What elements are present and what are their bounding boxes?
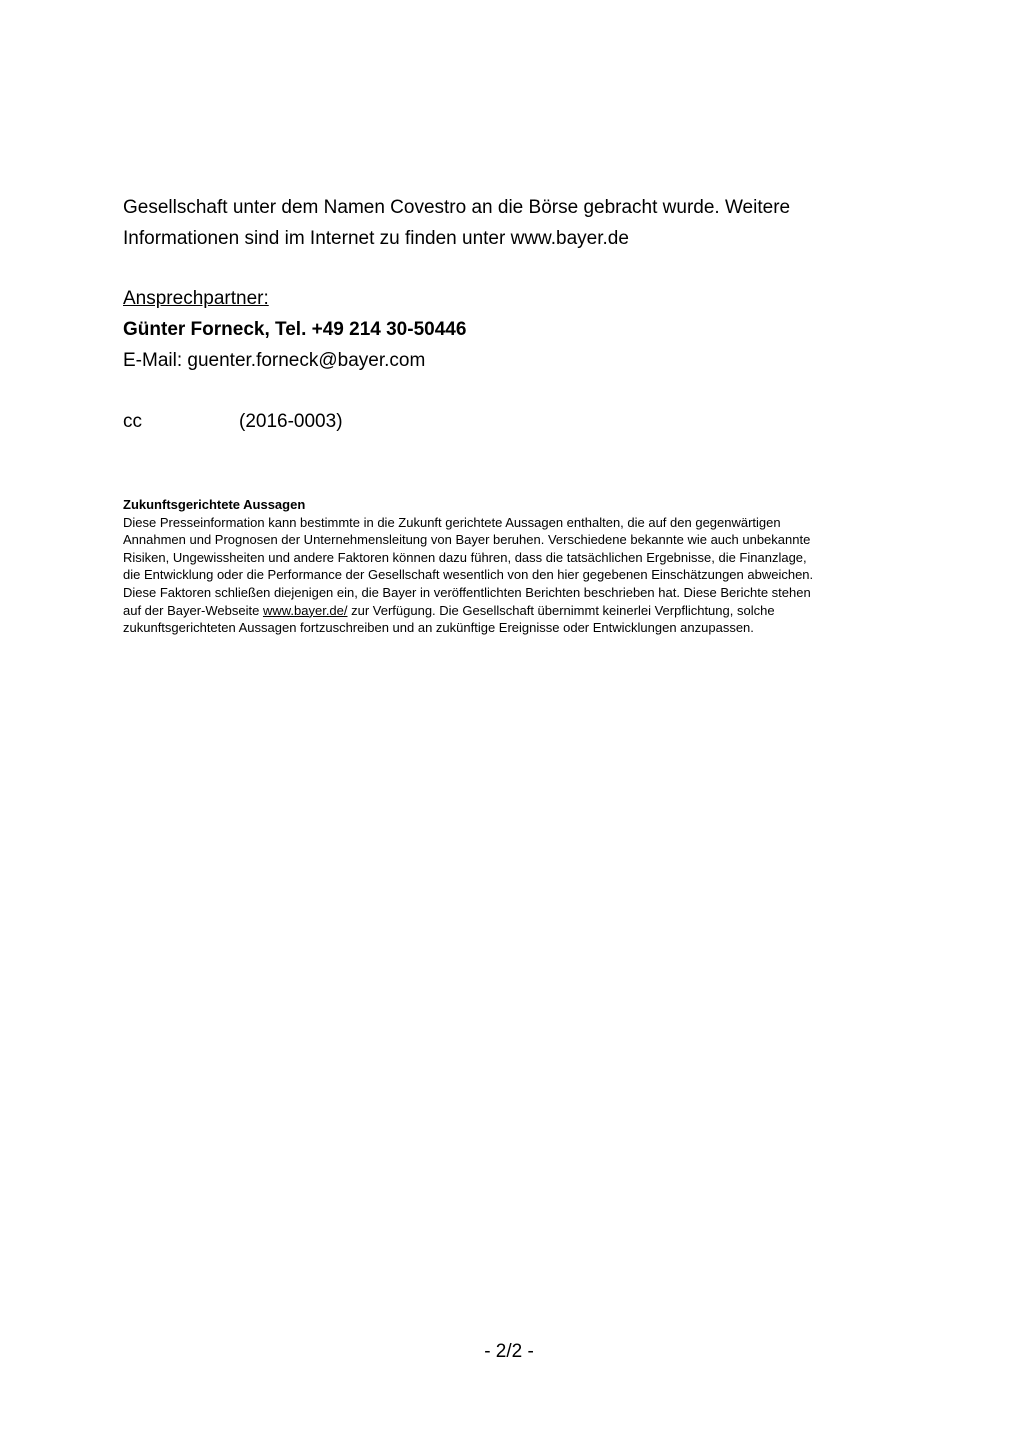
contact-name-phone: Günter Forneck, Tel. +49 214 30-50446 [123,319,467,340]
intro-line-1: Gesellschaft unter dem Namen Covestro an die Börse gebracht wurde. Weitere [123,197,791,218]
intro-paragraph [123,192,883,254]
contact-email: E-Mail: guenter.forneck@bayer.com [123,350,426,371]
disclaimer-line-7: zukunftsgerichteten Aussagen fortzuschreiben und an zukünftige Ereignisse oder Entwicklungen anzupassen. [123,620,754,636]
disclaimer-line-4: die Entwicklung oder die Performance der Gesellschaft wesentlich von den hier gegebenen Einschätzungen abweichen. [123,567,814,583]
disclaimer-title: Zukunftsgerichtete Aussagen [123,497,306,512]
disclaimer-line-2: Annahmen und Prognosen der Unternehmensleitung von Bayer beruhen. Verschiedene bekannte wie auch unbekannte [123,532,811,548]
disclaimer-line-6 [123,602,943,620]
intro-line-2: Informationen sind im Internet zu finden unter www.bayer.de [123,228,629,249]
disclaimer-line-6-prefix: auf der Bayer-Webseite [123,602,263,618]
contact-heading [123,283,883,314]
contact-heading-label: Ansprechpartner [123,288,264,309]
disclaimer-line-1: Diese Presseinformation kann bestimmte in die Zukunft gerichtete Aussagen enthalten, die auf den gegenwärtigen [123,514,781,530]
disclaimer-line-6-suffix: zur Verfügung. Die Gesellschaft übernimmt keinerlei Verpflichtung, solche [347,602,775,618]
bayer-website-link[interactable]: www.bayer.de/ [262,602,348,618]
disclaimer-section [123,496,943,637]
contact-heading-colon: : [263,288,269,309]
disclaimer-line-5: Diese Faktoren schließen diejenigen ein, die Bayer in veröffentlichten Berichten beschrieben hat. Diese Berichte stehen [123,584,811,600]
reference-cc: cc [123,411,142,432]
reference-number: (2016-0003) [239,411,343,432]
disclaimer-line-3: Risiken, Ungewissheiten und andere Faktoren können dazu führen, dass die tatsächlichen Ergebnisse, die Finanzlage, [123,549,807,565]
page-number: - 2/2 - [484,1341,534,1362]
reference-row [123,406,883,437]
